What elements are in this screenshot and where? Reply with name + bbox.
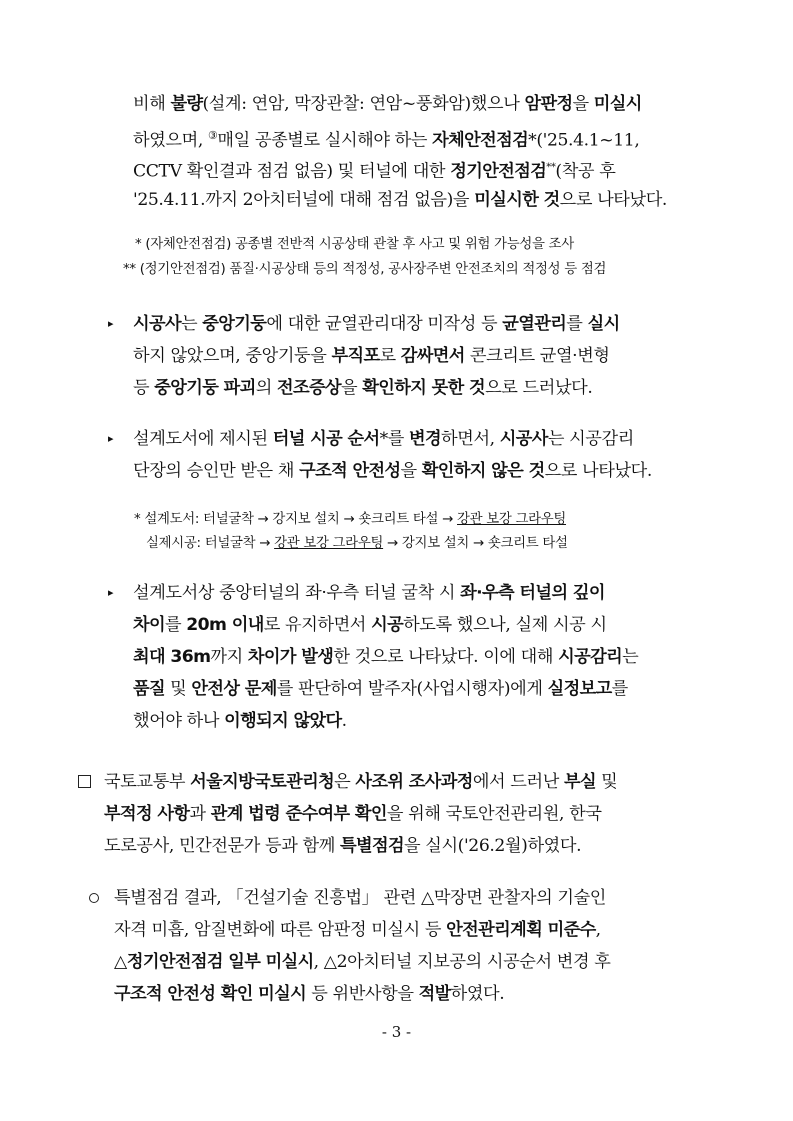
text-line: 자격 미흡, 암질변화에 따른 암판정 미실시 등 안전관리계획 미준수, [114,920,601,940]
text-line: 비해 불량(설계: 연암, 막장관찰: 연암~풍화암)했으나 암판정을 미실시 [133,94,642,114]
text-line: '25.4.11.까지 2아치터널에 대해 점검 없음)을 미실시한 것으로 나타났다. [133,190,667,210]
circle-bullet-icon [89,893,99,903]
text-line: 구조적 안전성 확인 미실시 등 위반사항을 적발하였다. [114,984,505,1004]
text-line: 국토교통부 서울지방국토관리청은 사조위 조사과정에서 드러난 부실 및 [104,772,618,792]
square-bullet-icon [78,775,91,788]
footnote: ** (정기안전점검) 품질·시공상태 등의 적정성, 공사장주변 안전조치의 적정성 등 점검 [123,262,607,277]
footnote: * (자체안전점검) 공종별 전반적 시공상태 관찰 후 사고 및 위험 가능성을 조사 [135,237,574,252]
text-line: 했어야 하나 이행되지 않았다. [133,711,347,731]
text-line: 하였으며, ③매일 공종별로 실시해야 하는 자체안전점검*('25.4.1~11, [133,129,640,151]
text-line: 단장의 승인만 받은 채 구조적 안전성을 확인하지 않은 것으로 나타났다. [133,461,652,481]
triangle-bullet-icon: ▸ [108,432,114,445]
text-line: △정기안전점검 일부 미실시, △2아치터널 지보공의 시공순서 변경 후 [114,952,611,972]
text-line: 설계도서에 제시된 터널 시공 순서*를 변경하면서, 시공사는 시공감리 [133,429,634,449]
text-line: 최대 36m까지 차이가 발생한 것으로 나타났다. 이에 대해 시공감리는 [133,647,639,667]
text-line: 시공사는 중앙기둥에 대한 균열관리대장 미작성 등 균열관리를 실시 [133,314,620,334]
text-line: 하지 않았으며, 중앙기둥을 부직포로 감싸면서 콘크리트 균열·변형 [133,346,610,366]
text-line: 도로공사, 민간전문가 등과 함께 특별점검을 실시('26.2월)하였다. [104,836,582,856]
footnote: * 설계도서: 터널굴착 → 강지보 설치 → 숏크리트 타설 → 강관 보강 그라우팅 [134,512,567,527]
text-line: 특별점검 결과, 「건설기술 진흥법」 관련 △막장면 관찰자의 기술인 [114,888,606,908]
text-line: 설계도서상 중앙터널의 좌·우측 터널 굴착 시 좌·우측 터널의 깊이 [133,583,605,603]
text-line: 품질 및 안전상 문제를 판단하여 발주자(사업시행자)에게 실정보고를 [133,679,628,699]
footnote: 실제시공: 터널굴착 → 강관 보강 그라우팅 → 강지보 설치 → 숏크리트 타설 [146,536,568,551]
triangle-bullet-icon: ▸ [108,586,114,599]
text-line: 차이를 20m 이내로 유지하면서 시공하도록 했으나, 실제 시공 시 [133,615,607,635]
text-line: CCTV 확인결과 점검 없음) 및 터널에 대한 정기안전점검**(착공 후 [133,161,616,182]
page-number: - 3 - [381,1023,412,1041]
triangle-bullet-icon: ▸ [108,317,114,330]
text-line: 부적정 사항과 관계 법령 준수여부 확인을 위해 국토안전관리원, 한국 [104,804,602,824]
text-line: 등 중앙기둥 파괴의 전조증상을 확인하지 못한 것으로 드러났다. [133,378,593,398]
